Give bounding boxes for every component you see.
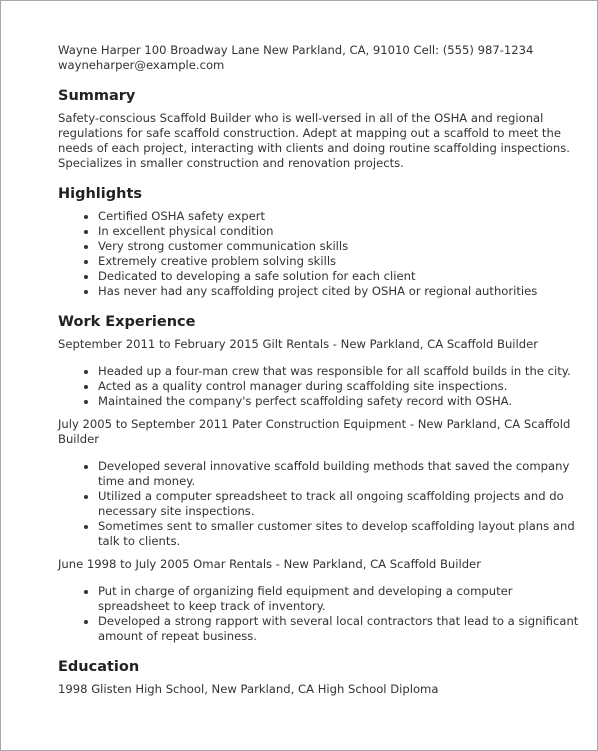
- highlight-item: • Has never had any scaffolding project cited by OSHA or regional authorities: [98, 284, 586, 299]
- highlight-item: • Dedicated to developing a safe solution for each client: [98, 269, 586, 284]
- experience-heading: Work Experience: [58, 314, 196, 330]
- job-bullets: [58, 364, 586, 409]
- job-bullet: • Utilized a computer spreadsheet to track all ongoing scaffolding projects and do necessary site inspections.: [98, 489, 586, 519]
- job-bullets: [58, 584, 586, 644]
- job-bullets: [58, 459, 586, 549]
- job-entry: [58, 337, 586, 409]
- job-bullet: • Developed a strong rapport with several local contractors that lead to a significant amount of repeat business.: [98, 614, 586, 644]
- summary-text: Safety-conscious Scaffold Builder who is well-versed in all of the OSHA and regional regulations for safe scaffold construction. Adept at mapping out a scaffold to meet the needs of each project, interacting with clients and doing routine scaffolding inspections. Specializes in smaller construction and renovation projects.: [58, 111, 570, 170]
- experience-section: [58, 313, 586, 644]
- job-bullet: • Developed several innovative scaffold building methods that saved the company time and money.: [98, 459, 586, 489]
- job-bullet: • Maintained the company's perfect scaffolding safety record with OSHA.: [98, 394, 586, 409]
- contact-email: wayneharper@example.com: [58, 58, 225, 72]
- job-bullet: • Sometimes sent to smaller customer sites to develop scaffolding layout plans and talk to clients.: [98, 519, 586, 549]
- contact-line: Wayne Harper 100 Broadway Lane New Parkland, CA, 91010 Cell: (555) 987-1234: [58, 43, 534, 57]
- education-heading: Education: [58, 659, 140, 675]
- job-title: June 1998 to July 2005 Omar Rentals - New Parkland, CA Scaffold Builder: [58, 557, 481, 571]
- job-title: September 2011 to February 2015 Gilt Rentals - New Parkland, CA Scaffold Builder: [58, 337, 539, 351]
- job-entry: [58, 417, 586, 549]
- job-entry: [58, 557, 586, 644]
- resume-content: [58, 43, 586, 697]
- job-bullet: • Acted as a quality control manager during scaffolding site inspections.: [98, 379, 586, 394]
- education-section: [58, 658, 586, 697]
- highlights-heading: Highlights: [58, 186, 143, 202]
- highlight-item: • In excellent physical condition: [98, 224, 586, 239]
- contact-block: [58, 43, 586, 73]
- education-entry: 1998 Glisten High School, New Parkland, CA High School Diploma: [58, 682, 439, 696]
- summary-heading: Summary: [58, 88, 136, 104]
- summary-section: [58, 87, 586, 171]
- job-title: July 2005 to September 2011 Pater Construction Equipment - New Parkland, CA Scaffold Builder: [58, 417, 571, 446]
- job-bullet: • Put in charge of organizing field equipment and developing a computer spreadsheet to keep track of inventory.: [98, 584, 586, 614]
- highlight-item: • Very strong customer communication skills: [98, 239, 586, 254]
- highlight-item: • Certified OSHA safety expert: [98, 209, 586, 224]
- job-bullet: • Headed up a four-man crew that was responsible for all scaffold builds in the city.: [98, 364, 586, 379]
- highlights-list: [58, 209, 586, 299]
- highlight-item: • Extremely creative problem solving skills: [98, 254, 586, 269]
- highlights-section: [58, 185, 586, 299]
